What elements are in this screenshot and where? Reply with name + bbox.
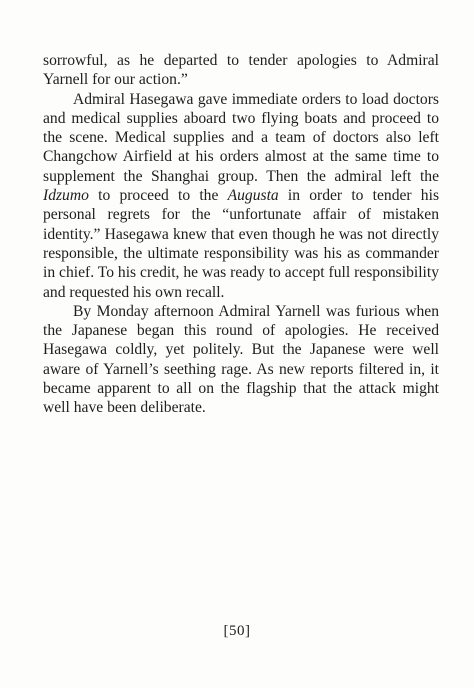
- text-segment: sorrowful, as he departed to tender apologies to Admiral Yarnell for our action.”: [43, 52, 439, 89]
- paragraph-yarnell-furious: [43, 302, 439, 418]
- paragraph-hasegawa-orders: [43, 90, 439, 302]
- ship-name-augusta: Augusta: [227, 187, 279, 205]
- page-number: [50]: [223, 623, 251, 639]
- ship-name-idzumo: Idzumo: [43, 187, 89, 205]
- text-segment: to proceed to the: [88, 187, 228, 205]
- body-text: [43, 51, 439, 418]
- paragraph-continuation: [43, 51, 439, 90]
- text-segment: Admiral Hasegawa gave immediate orders to load doctors and medical supplies aboard two flying boats and proceed to the scene. Medical supplies and a team of doctors also left Changchow Airfield at his orders almost at the same time to supplement the Shanghai group. Then the admiral left the: [43, 90, 439, 185]
- text-segment: in order to tender his personal regrets for the “unfortunate affair of mistaken identity.” Hasegawa knew that even though he was not directly responsible, the ultimate responsibility was his as commander in chief. To his credit, he was ready to accept full responsibility and requested his own recall.: [43, 187, 440, 301]
- text-segment: By Monday afternoon Admiral Yarnell was furious when the Japanese began this round of apologies. He received Hasegawa coldly, yet politely. But the Japanese were well aware of Yarnell’s seething rage. As new reports filtered in, it became apparent to all on the flagship that the attack might well have been deliberate.: [43, 302, 439, 417]
